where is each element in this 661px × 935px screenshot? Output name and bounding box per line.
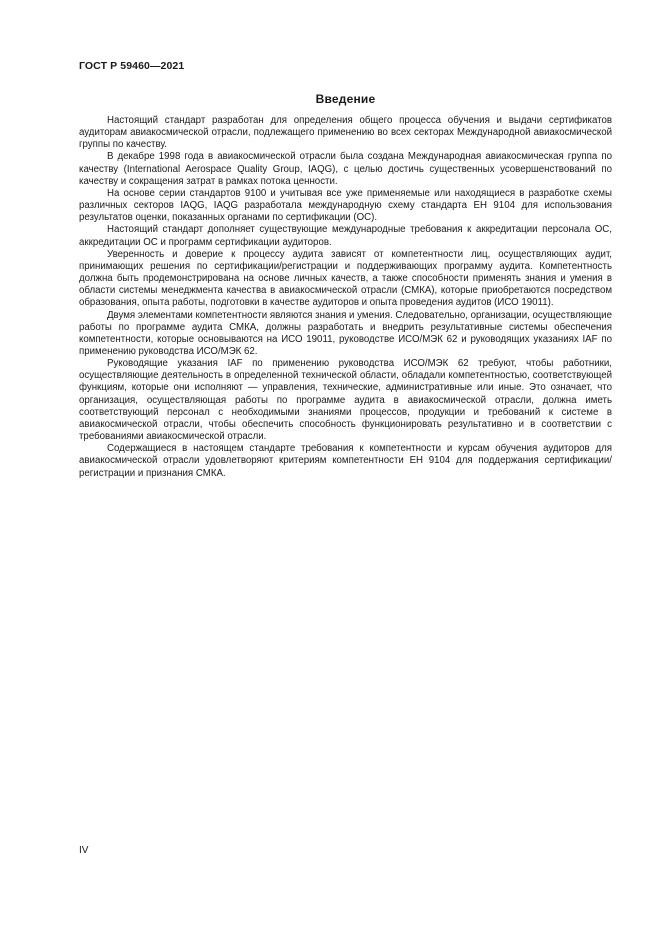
paragraph: Двумя элементами компетентности являются знания и умения. Следовательно, организации, осуществляющие работы по программе аудита СМКА, должны разработать и внедрить результативные системы обеспечения компетентности, которые основываются на ИСО 19011, руководстве ИСО/МЭК 62 и руководящих указаниях IAF по применению руководства ИСО/МЭК 62. bbox=[79, 309, 612, 357]
paragraph: Руководящие указания IAF по применению руководства ИСО/МЭК 62 требуют, чтобы работники, осуществляющие деятельность в определенной технической области, обладали компетентностью, соответствующей функциям, которые они исполняют — управления, технические, административные или иные. Это означает, что организация, осуществляющая работы по программе аудита в авиакосмической отрасли, должна иметь соответствующий персонал с необходимыми знаниями процессов, продукции и требований к системе в авиакосмической отрасли, чтобы обеспечить способность функционировать результативно и в соответствии с требованиями авиакосмической отрасли. bbox=[79, 358, 612, 443]
paragraph: Уверенность и доверие к процессу аудита зависят от компетентности лиц, осуществляющих аудит, принимающих решения по сертификации/регистрации и поддерживающих программу аудита. Компетентность должна быть продемонстрирована на основе личных качеств, а также способности применять знания и умения в области системы менеджмента качества в авиакосмической отрасли (СМКА), которые приобретаются посредством образования, опыта работы, подготовки в качестве аудиторов и опыта проведения аудитов (ИСО 19011). bbox=[79, 248, 612, 309]
document-code: ГОСТ Р 59460—2021 bbox=[79, 60, 185, 72]
section-title: Введение bbox=[315, 92, 376, 106]
paragraph: Настоящий стандарт разработан для определения общего процесса обучения и выдачи сертификатов аудиторам авиакосмической отрасли, подлежащего применению во всех секторах Международной авиакосмической группы по качеству. bbox=[79, 115, 612, 151]
page-number: IV bbox=[79, 845, 89, 856]
paragraph: В декабре 1998 года в авиакосмической отрасли была создана Международная авиакосмическая группа по качеству (International Aerospace Quality Group, IAQG), с целью достичь существенных усовершенствований по качеству и сокращения затрат в рамках потока ценности. bbox=[79, 151, 612, 187]
paragraph: Настоящий стандарт дополняет существующие международные требования к аккредитации персонала ОС, аккредитации ОС и программ сертификации аудиторов. bbox=[79, 224, 612, 248]
paragraph: Содержащиеся в настоящем стандарте требования к компетентности и курсам обучения аудиторов для авиакосмической отрасли удовлетворяют критериям компетентности ЕН 9104 для поддержания сертификации/регистрации и признания СМКА. bbox=[79, 443, 612, 479]
body-text bbox=[79, 115, 612, 480]
paragraph: На основе серии стандартов 9100 и учитывая все уже применяемые или находящиеся в разработке схемы различных секторов IAQG, IAQG разработала международную схему стандарта ЕН 9104 для использования результатов оценки, показанных органами по сертификации (ОС). bbox=[79, 187, 612, 224]
